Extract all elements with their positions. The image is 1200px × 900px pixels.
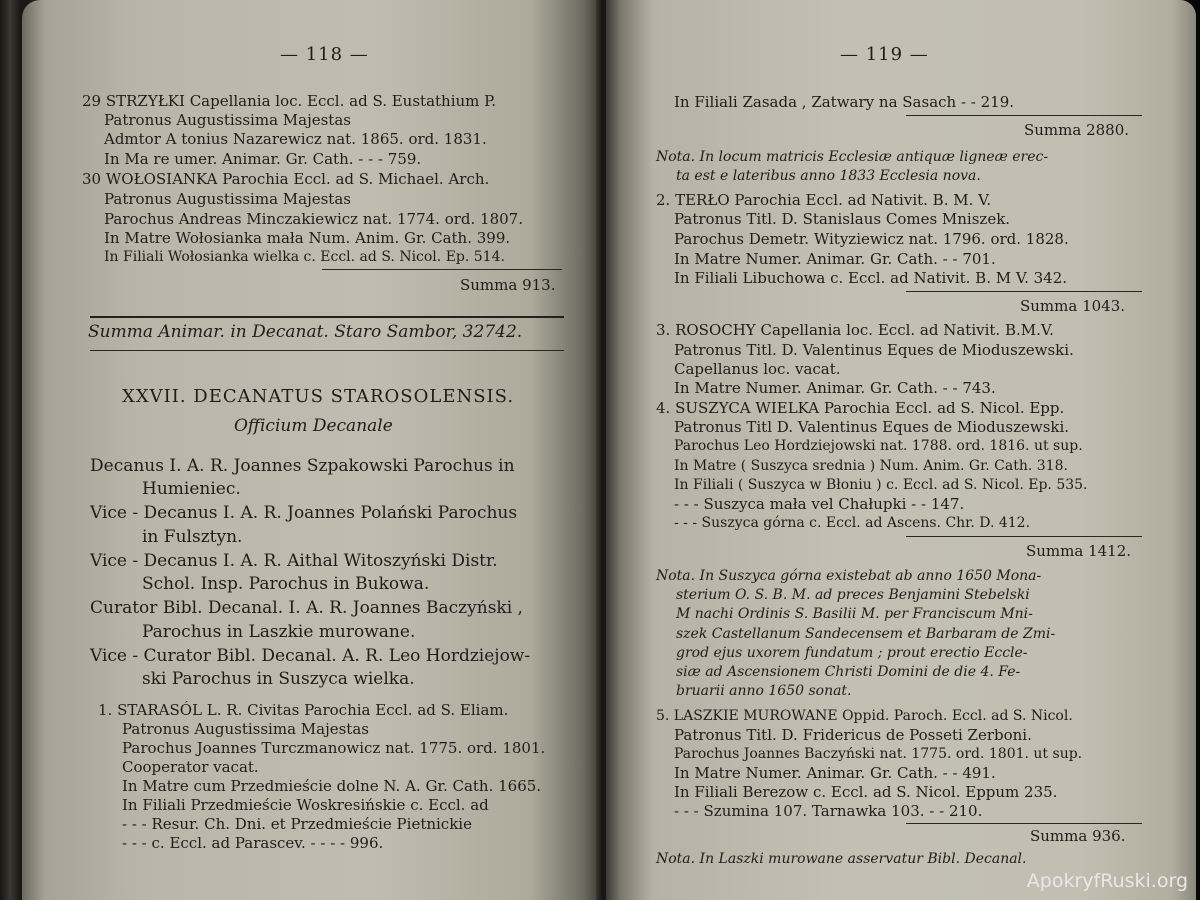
page-number: — 119 — [840, 44, 929, 65]
note-line: ta est e lateribus anno 1833 Ecclesia nova. [676, 168, 981, 184]
note-line: bruarii anno 1650 sonat. [676, 683, 852, 699]
text-line: In Filiali Libuchowa c. Eccl. ad Nativit. B. M V. 342. [674, 269, 1068, 287]
text-line: Schol. Insp. Parochus in Bukowa. [142, 574, 430, 594]
summa-line: Summa 913. [460, 276, 556, 294]
text-line: Vice - Decanus I. A. R. Aithal Witoszyński Distr. [90, 551, 498, 571]
text-line: Vice - Curator Bibl. Decanal. A. R. Leo Hordziejow- [90, 646, 531, 666]
text-line: Parochus Demetr. Wityziewicz nat. 1796. ord. 1828. [674, 230, 1069, 248]
text-line: Patronus Titl. D. Stanislaus Comes Mniszek. [674, 210, 1011, 228]
text-line: Parochus Joannes Baczyński nat. 1775. ord. 1801. ut sup. [674, 746, 1083, 762]
divider [906, 291, 1142, 292]
text-line: Parochus Andreas Minczakiewicz nat. 1774. ord. 1807. [104, 210, 523, 228]
page-number: — 118 — [280, 44, 369, 65]
text-line: 30 WOŁOSIANKA Parochia Eccl. ad S. Michael. Arch. [82, 170, 490, 188]
text-line: 3. ROSOCHY Capellania loc. Eccl. ad Nativit. B.M.V. [656, 321, 1054, 339]
decanate-total: Summa Animar. in Decanat. Staro Sambor, 32742. [88, 322, 523, 342]
note-line: siæ ad Ascensionem Christi Domini de die 4. Fe- [676, 664, 1021, 680]
text-line: - - - Szumina 107. Tarnawka 103. - - 210. [674, 802, 983, 820]
note-line: Nota. In locum matricis Ecclesiæ antiquæ ligneæ erec- [656, 149, 1049, 165]
text-line: Patronus Titl. D. Fridericus de Posseti Zerboni. [674, 726, 1032, 744]
text-line: Parochus Joannes Turczmanowicz nat. 1775. ord. 1801. [122, 739, 546, 757]
text-line: ski Parochus in Suszyca wielka. [142, 669, 415, 689]
text-line: Cooperator vacat. [122, 758, 259, 776]
divider [90, 316, 564, 318]
right-page [606, 0, 1196, 900]
text-line: In Matre Wołosianka mała Num. Anim. Gr. Cath. 399. [104, 229, 511, 247]
text-line: in Fulsztyn. [142, 527, 243, 547]
text-line: In Filiali Wołosianka wielka c. Eccl. ad S. Nicol. Ep. 514. [104, 249, 505, 265]
text-line: 2. TERŁO Parochia Eccl. ad Nativit. B. M. V. [656, 191, 992, 209]
summa-line: Summa 1412. [1026, 542, 1132, 560]
note-line: Nota. In Suszyca górna existebat ab anno 1650 Mona- [656, 568, 1042, 584]
text-line: Parochus in Laszkie murowane. [142, 622, 416, 642]
text-line: Curator Bibl. Decanal. I. A. R. Joannes Baczyński , [90, 598, 523, 618]
text-line: - - - Resur. Ch. Dni. et Przedmieście Pietnickie [122, 815, 472, 833]
watermark-text: ApokryfRuski.org [1026, 870, 1188, 892]
note-line: grod ejus uxorem fundatum ; prout erectio Eccle- [676, 645, 1028, 661]
note-line: sterium O. S. B. M. ad preces Benjamini Stebelski [676, 587, 1030, 603]
divider [906, 536, 1142, 537]
section-heading: XXVII. DECANATUS STAROSOLENSIS. [122, 386, 515, 407]
text-line: In Matre Numer. Animar. Gr. Cath. - - 701. [674, 250, 996, 268]
text-line: Patronus Titl. D. Valentinus Eques de Mioduszewski. [674, 341, 1074, 359]
divider [322, 269, 562, 270]
text-line: Capellanus loc. vacat. [674, 360, 841, 378]
text-line: In Ma re umer. Animar. Gr. Cath. - - - 759. [104, 150, 422, 168]
text-line: Patronus Titl D. Valentinus Eques de Mioduszewski. [674, 418, 1070, 436]
divider [906, 823, 1142, 824]
note-line: M nachi Ordinis S. Basilii M. per Franciscum Mni- [676, 606, 1033, 622]
text-line: Patronus Augustissima Majestas [104, 111, 351, 129]
text-line: - - - c. Eccl. ad Parascev. - - - - 996. [122, 834, 384, 852]
note-line: Nota. In Laszki murowane asservatur Bibl. Decanal. [656, 851, 1027, 867]
left-page [22, 0, 600, 900]
text-line: 29 STRZYŁKI Capellania loc. Eccl. ad S. Eustathium P. [82, 92, 496, 110]
text-line: Patronus Augustissima Majestas [104, 190, 351, 208]
text-line: - - - Suszyca górna c. Eccl. ad Ascens. Chr. D. 412. [674, 515, 1031, 531]
divider [90, 350, 564, 351]
text-line: - - - Suszyca mała vel Chałupki - - 147. [674, 495, 965, 513]
text-line: Admtor A tonius Nazarewicz nat. 1865. ord. 1831. [104, 130, 487, 148]
note-line: szek Castellanum Sandecensem et Barbaram de Zmi- [676, 626, 1056, 642]
text-line: Decanus I. A. R. Joannes Szpakowski Parochus in [90, 456, 515, 476]
text-line: 1. STARASÓL L. R. Civitas Parochia Eccl. ad S. Eliam. [98, 701, 509, 719]
text-line: In Filiali ( Suszyca w Błoniu ) c. Eccl. ad S. Nicol. Ep. 535. [674, 477, 1088, 493]
text-line: In Matre ( Suszyca srednia ) Num. Anim. Gr. Cath. 318. [674, 458, 1068, 474]
summa-line: Summa 936. [1030, 827, 1126, 845]
text-line: In Matre cum Przedmieście dolne N. A. Gr. Cath. 1665. [122, 777, 542, 795]
text-line: In Filiali Zasada , Zatwary na Sasach - - 219. [674, 93, 1015, 111]
text-line: In Matre Numer. Animar. Gr. Cath. - - 491. [674, 764, 996, 782]
text-line: In Matre Numer. Animar. Gr. Cath. - - 743. [674, 379, 996, 397]
text-line: Parochus Leo Hordziejowski nat. 1788. ord. 1816. ut sup. [674, 438, 1083, 454]
text-line: Patronus Augustissima Majestas [122, 720, 369, 738]
text-line: Vice - Decanus I. A. R. Joannes Polański Parochus [90, 503, 518, 523]
text-line: 5. LASZKIE MUROWANE Oppid. Paroch. Eccl. ad S. Nicol. [656, 708, 1073, 724]
summa-line: Summa 1043. [1020, 297, 1126, 315]
summa-line: Summa 2880. [1024, 121, 1130, 139]
section-subheading: Officium Decanale [234, 416, 393, 436]
text-line: In Filiali Przedmieście Woskresińskie c. Eccl. ad [122, 796, 489, 814]
text-line: 4. SUSZYCA WIELKA Parochia Eccl. ad S. Nicol. Epp. [656, 399, 1065, 417]
text-line: In Filiali Berezow c. Eccl. ad S. Nicol. Eppum 235. [674, 783, 1058, 801]
text-line: Humieniec. [142, 479, 241, 499]
divider [906, 115, 1142, 116]
